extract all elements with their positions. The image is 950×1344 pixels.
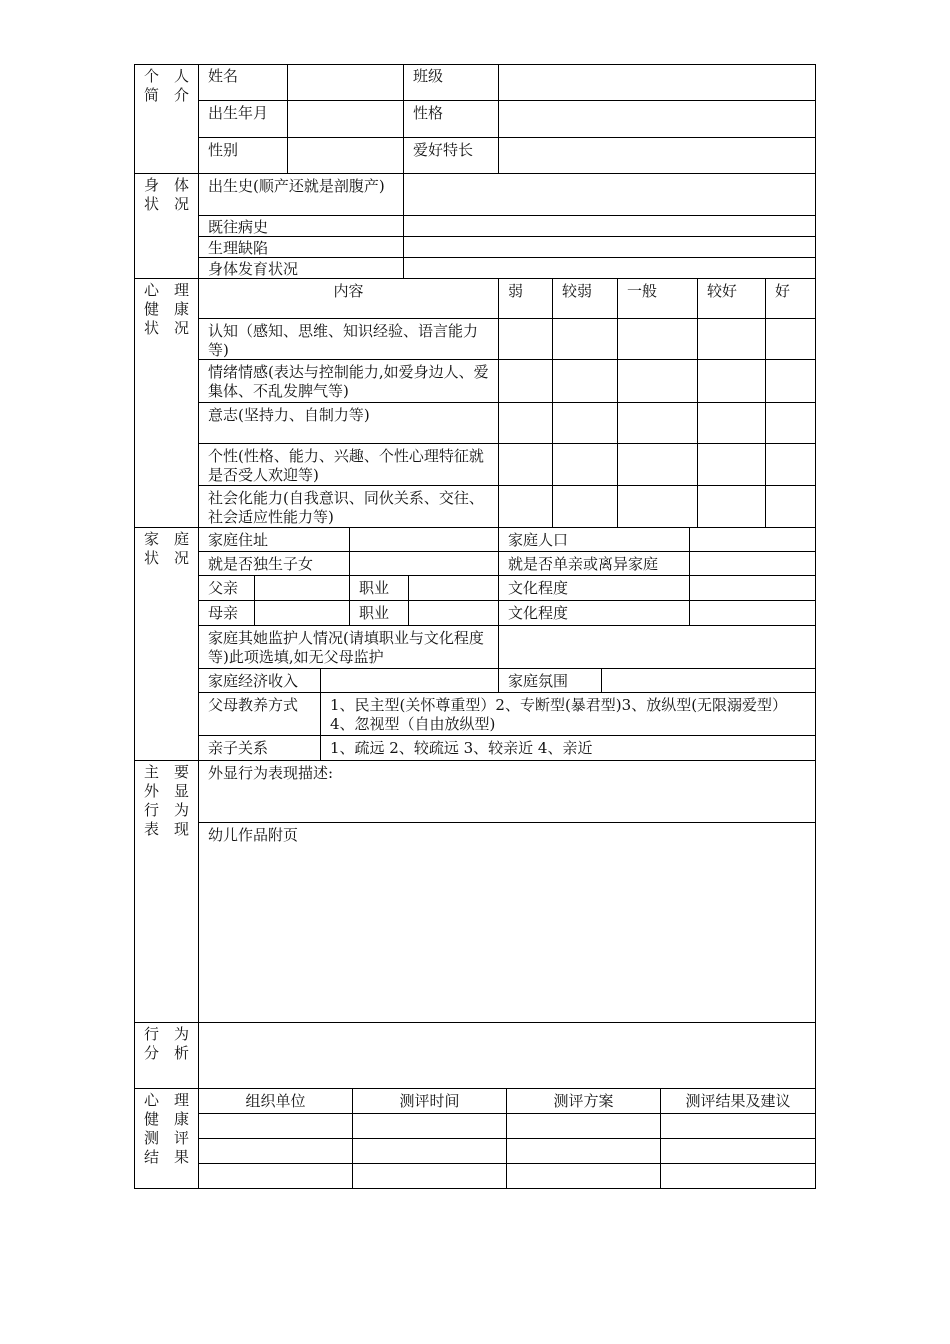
- label-family-atmosphere: 家庭氛围: [508, 672, 569, 690]
- label-class: 班级: [413, 67, 444, 85]
- header-evaluation-result: 测评结果及建议: [685, 1092, 791, 1110]
- label-behavior-description: 外显行为表现描述:: [208, 764, 334, 782]
- section-label-personal: 个 人 简介: [144, 67, 189, 104]
- field-behavior-analysis[interactable]: [199, 1023, 815, 1088]
- header-good: 好: [775, 282, 791, 300]
- header-evaluation-time: 测评时间: [399, 1092, 460, 1110]
- label-development: 身体发育状况: [208, 260, 299, 278]
- section-label-family: 家 庭 状况: [144, 530, 189, 567]
- label-only-child: 就是否独生子女: [208, 555, 314, 573]
- label-parenting-style: 父母教养方式: [208, 696, 299, 714]
- label-birth-history: 出生史(顺产还就是剖腹产): [208, 177, 385, 195]
- mental-row-emotion: 情绪情感(表达与控制能力,如爱身边人、爱集体、不乱发脾气等): [208, 363, 489, 400]
- label-father-occupation: 职业: [359, 579, 390, 597]
- section-label-mental: 心 理 健 康 状况: [144, 281, 189, 337]
- field-single-parent[interactable]: [690, 552, 815, 575]
- field-hobby[interactable]: [499, 138, 815, 173]
- header-fairly-weak: 较弱: [562, 282, 593, 300]
- section-label-physical: 身 体 状况: [144, 176, 189, 213]
- field-name[interactable]: [288, 65, 403, 100]
- label-parent-child-relationship: 亲子关系: [208, 739, 269, 757]
- header-average: 一般: [627, 282, 658, 300]
- parenting-style-options[interactable]: 1、民主型(关怀尊重型）2、专断型(暴君型)3、放纵型(无限溺爱型）4、忽视型（自由放纵型): [330, 696, 788, 733]
- field-other-guardian[interactable]: [499, 626, 815, 668]
- field-gender[interactable]: [288, 138, 403, 173]
- field-father-education[interactable]: [690, 576, 815, 600]
- field-development[interactable]: [404, 258, 815, 278]
- field-defects[interactable]: [404, 237, 815, 257]
- field-family-income[interactable]: [321, 669, 498, 692]
- label-name: 姓名: [208, 67, 239, 85]
- field-only-child[interactable]: [350, 552, 498, 575]
- section-label-behavior: 主 要 外 显 行 为 表现: [144, 763, 189, 838]
- label-medical-history: 既往病史: [208, 218, 269, 236]
- field-mother-occupation[interactable]: [409, 601, 498, 625]
- mental-row-personality: 个性(性格、能力、兴趣、个性心理特征就是否受人欢迎等): [208, 447, 484, 484]
- header-organization: 组织单位: [245, 1092, 306, 1110]
- label-home-address: 家庭住址: [208, 531, 269, 549]
- label-mother: 母亲: [208, 604, 239, 622]
- section-label-analysis: 行 为 分析: [144, 1025, 189, 1062]
- section-label-evaluation: 心 理 健 康 测 评 结果: [144, 1091, 189, 1166]
- field-father[interactable]: [255, 576, 349, 600]
- label-gender: 性别: [208, 141, 239, 159]
- label-father-education: 文化程度: [508, 579, 569, 597]
- field-home-address[interactable]: [350, 528, 498, 551]
- label-family-income: 家庭经济收入: [208, 672, 299, 690]
- field-mother-education[interactable]: [690, 601, 815, 625]
- field-birth-date[interactable]: [288, 101, 403, 137]
- label-single-parent: 就是否单亲或离异家庭: [508, 555, 659, 573]
- label-family-population: 家庭人口: [508, 531, 569, 549]
- label-defects: 生理缺陷: [208, 239, 269, 257]
- mental-row-will: 意志(坚持力、自制力等): [208, 406, 370, 424]
- field-behavior-description[interactable]: [199, 763, 815, 822]
- header-fairly-good: 较好: [707, 282, 738, 300]
- mental-row-socialization: 社会化能力(自我意识、同伙关系、交往、社会适应性能力等): [208, 489, 484, 526]
- field-children-works[interactable]: [199, 825, 815, 1022]
- field-father-occupation[interactable]: [409, 576, 498, 600]
- field-birth-history[interactable]: [404, 174, 815, 215]
- field-mother[interactable]: [255, 601, 349, 625]
- label-hobby: 爱好特长: [413, 141, 474, 159]
- label-mother-occupation: 职业: [359, 604, 390, 622]
- label-mother-education: 文化程度: [508, 604, 569, 622]
- mental-row-cognition: 认知（感知、思维、知识经验、语言能力等): [208, 322, 479, 359]
- header-content: 内容: [333, 282, 364, 300]
- field-class[interactable]: [499, 65, 815, 100]
- label-other-guardian: 家庭其她监护人情况(请填职业与文化程度等)此项选填,如无父母监护: [208, 629, 484, 666]
- label-birth-date: 出生年月: [208, 104, 269, 122]
- header-weak: 弱: [508, 282, 524, 300]
- header-evaluation-plan: 测评方案: [553, 1092, 614, 1110]
- relationship-options[interactable]: 1、疏远 2、较疏远 3、较亲近 4、亲近: [330, 739, 593, 757]
- label-children-works: 幼儿作品附页: [208, 826, 299, 844]
- label-father: 父亲: [208, 579, 239, 597]
- label-character: 性格: [413, 104, 444, 122]
- field-character[interactable]: [499, 101, 815, 137]
- field-family-atmosphere[interactable]: [602, 669, 815, 692]
- field-medical-history[interactable]: [404, 216, 815, 236]
- field-family-population[interactable]: [690, 528, 815, 551]
